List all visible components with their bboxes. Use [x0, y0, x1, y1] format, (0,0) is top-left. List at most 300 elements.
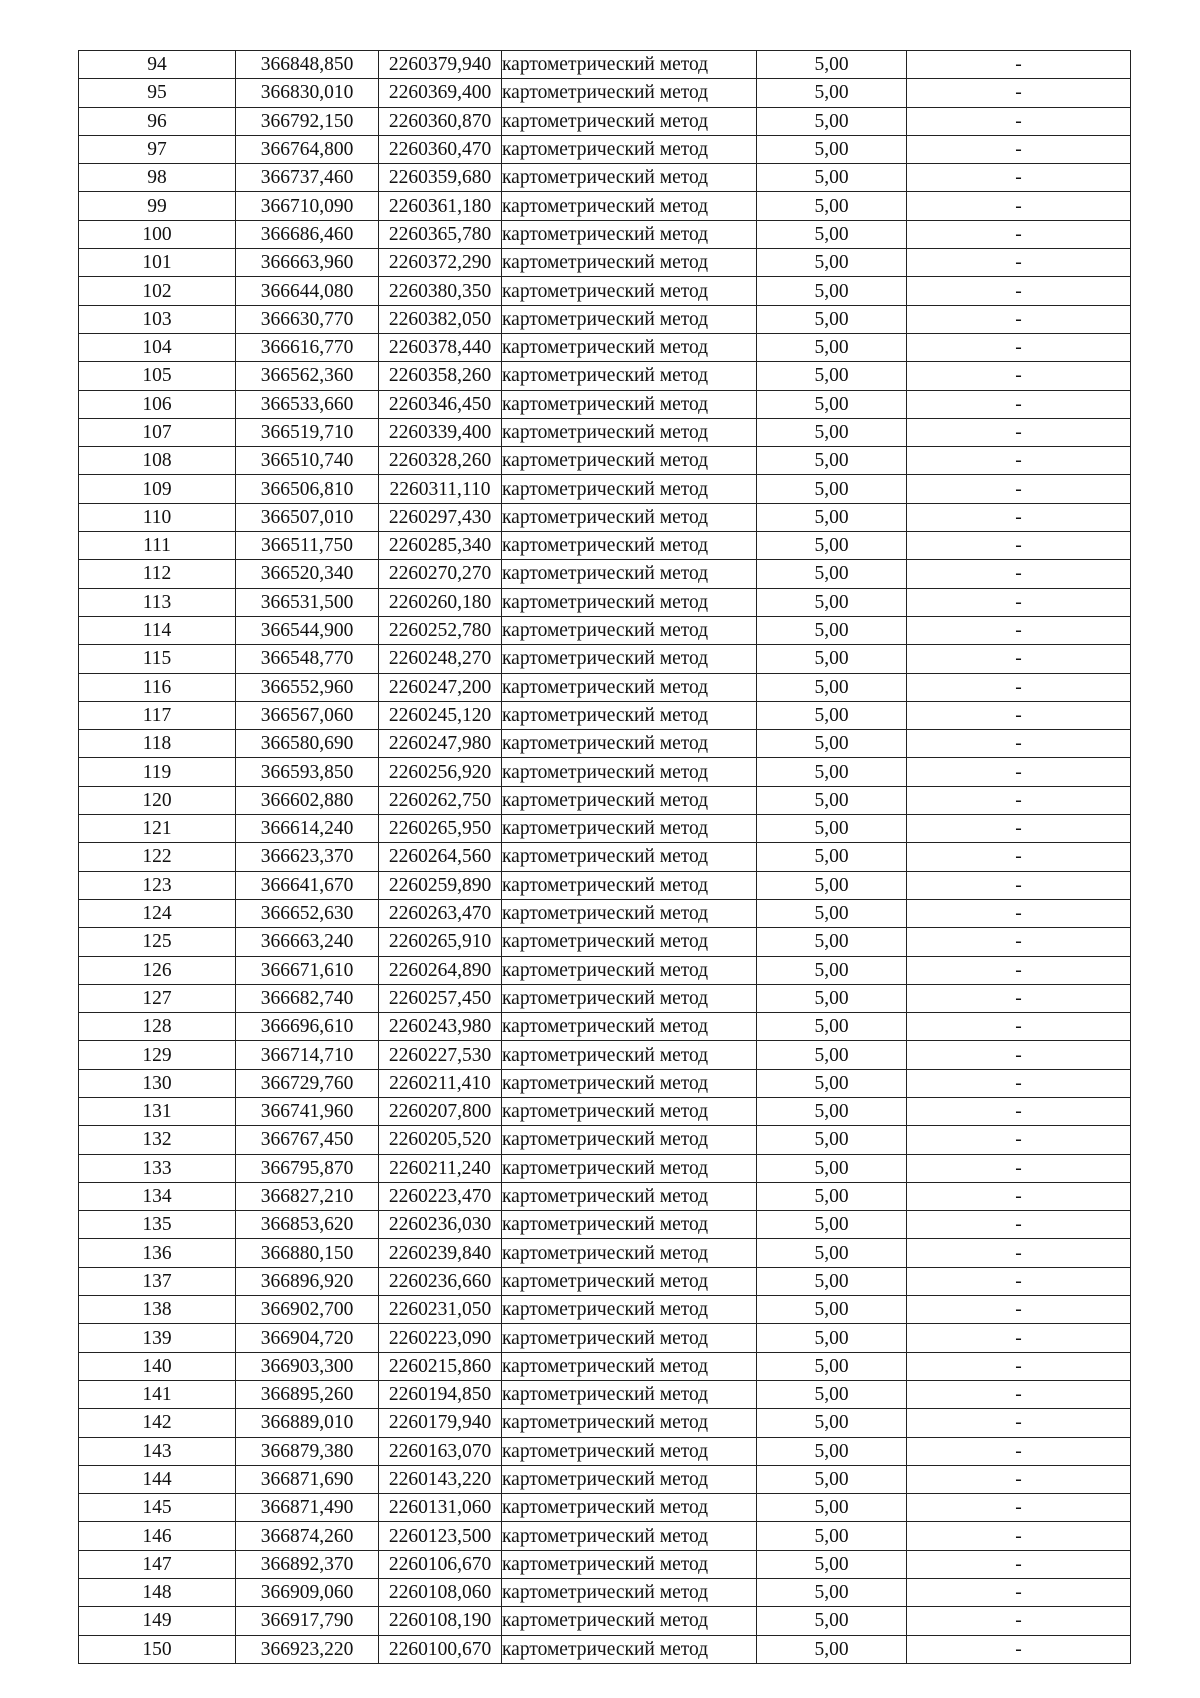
x-coordinate-cell: 366903,300 [236, 1352, 379, 1380]
note-cell: - [907, 1097, 1131, 1125]
note-cell: - [907, 305, 1131, 333]
y-coordinate-cell: 2260223,090 [379, 1324, 502, 1352]
x-coordinate-cell: 366562,360 [236, 362, 379, 390]
table-row [79, 1550, 1131, 1578]
point-number-cell: 128 [79, 1013, 236, 1041]
table-row [79, 1239, 1131, 1267]
x-coordinate-cell: 366544,900 [236, 616, 379, 644]
accuracy-cell: 5,00 [757, 1324, 907, 1352]
note-cell: - [907, 362, 1131, 390]
accuracy-cell: 5,00 [757, 305, 907, 333]
y-coordinate-cell: 2260108,060 [379, 1579, 502, 1607]
method-cell: картометрический метод [502, 1324, 757, 1352]
table-row [79, 1465, 1131, 1493]
point-number-cell: 111 [79, 532, 236, 560]
table-row [79, 871, 1131, 899]
accuracy-cell: 5,00 [757, 418, 907, 446]
x-coordinate-cell: 366548,770 [236, 645, 379, 673]
x-coordinate-cell: 366580,690 [236, 730, 379, 758]
accuracy-cell: 5,00 [757, 588, 907, 616]
x-coordinate-cell: 366682,740 [236, 984, 379, 1012]
x-coordinate-cell: 366552,960 [236, 673, 379, 701]
table-row [79, 730, 1131, 758]
accuracy-cell: 5,00 [757, 277, 907, 305]
table-row [79, 1522, 1131, 1550]
note-cell: - [907, 277, 1131, 305]
point-number-cell: 96 [79, 107, 236, 135]
note-cell: - [907, 1069, 1131, 1097]
x-coordinate-cell: 366663,240 [236, 928, 379, 956]
x-coordinate-cell: 366593,850 [236, 758, 379, 786]
table-row [79, 560, 1131, 588]
method-cell: картометрический метод [502, 192, 757, 220]
table-row [79, 390, 1131, 418]
x-coordinate-cell: 366506,810 [236, 475, 379, 503]
note-cell: - [907, 1154, 1131, 1182]
y-coordinate-cell: 2260123,500 [379, 1522, 502, 1550]
point-number-cell: 125 [79, 928, 236, 956]
y-coordinate-cell: 2260247,200 [379, 673, 502, 701]
point-number-cell: 118 [79, 730, 236, 758]
table-row [79, 758, 1131, 786]
method-cell: картометрический метод [502, 1437, 757, 1465]
table-row [79, 899, 1131, 927]
x-coordinate-cell: 366630,770 [236, 305, 379, 333]
x-coordinate-cell: 366616,770 [236, 333, 379, 361]
note-cell: - [907, 899, 1131, 927]
point-number-cell: 103 [79, 305, 236, 333]
accuracy-cell: 5,00 [757, 249, 907, 277]
point-number-cell: 130 [79, 1069, 236, 1097]
table-row [79, 79, 1131, 107]
note-cell: - [907, 1041, 1131, 1069]
method-cell: картометрический метод [502, 984, 757, 1012]
accuracy-cell: 5,00 [757, 1352, 907, 1380]
accuracy-cell: 5,00 [757, 447, 907, 475]
point-number-cell: 126 [79, 956, 236, 984]
table-row [79, 616, 1131, 644]
x-coordinate-cell: 366729,760 [236, 1069, 379, 1097]
table-row [79, 815, 1131, 843]
x-coordinate-cell: 366895,260 [236, 1380, 379, 1408]
x-coordinate-cell: 366892,370 [236, 1550, 379, 1578]
accuracy-cell: 5,00 [757, 333, 907, 361]
point-number-cell: 139 [79, 1324, 236, 1352]
table-row [79, 701, 1131, 729]
note-cell: - [907, 871, 1131, 899]
method-cell: картометрический метод [502, 164, 757, 192]
point-number-cell: 108 [79, 447, 236, 475]
note-cell: - [907, 928, 1131, 956]
x-coordinate-cell: 366874,260 [236, 1522, 379, 1550]
method-cell: картометрический метод [502, 532, 757, 560]
note-cell: - [907, 220, 1131, 248]
y-coordinate-cell: 2260256,920 [379, 758, 502, 786]
coordinates-table [78, 50, 1131, 1664]
x-coordinate-cell: 366531,500 [236, 588, 379, 616]
table-row [79, 532, 1131, 560]
table-row [79, 1296, 1131, 1324]
y-coordinate-cell: 2260108,190 [379, 1607, 502, 1635]
point-number-cell: 124 [79, 899, 236, 927]
method-cell: картометрический метод [502, 390, 757, 418]
note-cell: - [907, 588, 1131, 616]
table-row [79, 192, 1131, 220]
note-cell: - [907, 418, 1131, 446]
x-coordinate-cell: 366510,740 [236, 447, 379, 475]
table-row [79, 1097, 1131, 1125]
x-coordinate-cell: 366889,010 [236, 1409, 379, 1437]
y-coordinate-cell: 2260223,470 [379, 1182, 502, 1210]
table-row [79, 51, 1131, 79]
point-number-cell: 97 [79, 135, 236, 163]
x-coordinate-cell: 366511,750 [236, 532, 379, 560]
point-number-cell: 122 [79, 843, 236, 871]
y-coordinate-cell: 2260207,800 [379, 1097, 502, 1125]
x-coordinate-cell: 366507,010 [236, 503, 379, 531]
y-coordinate-cell: 2260359,680 [379, 164, 502, 192]
note-cell: - [907, 843, 1131, 871]
point-number-cell: 102 [79, 277, 236, 305]
point-number-cell: 113 [79, 588, 236, 616]
method-cell: картометрический метод [502, 956, 757, 984]
note-cell: - [907, 673, 1131, 701]
y-coordinate-cell: 2260194,850 [379, 1380, 502, 1408]
method-cell: картометрический метод [502, 1409, 757, 1437]
method-cell: картометрический метод [502, 588, 757, 616]
note-cell: - [907, 758, 1131, 786]
table-row [79, 220, 1131, 248]
method-cell: картометрический метод [502, 277, 757, 305]
note-cell: - [907, 135, 1131, 163]
y-coordinate-cell: 2260262,750 [379, 786, 502, 814]
point-number-cell: 135 [79, 1211, 236, 1239]
method-cell: картометрический метод [502, 1154, 757, 1182]
method-cell: картометрический метод [502, 503, 757, 531]
x-coordinate-cell: 366519,710 [236, 418, 379, 446]
table-row [79, 1154, 1131, 1182]
accuracy-cell: 5,00 [757, 616, 907, 644]
accuracy-cell: 5,00 [757, 1267, 907, 1295]
table-row [79, 1380, 1131, 1408]
note-cell: - [907, 730, 1131, 758]
x-coordinate-cell: 366686,460 [236, 220, 379, 248]
accuracy-cell: 5,00 [757, 532, 907, 560]
x-coordinate-cell: 366871,490 [236, 1494, 379, 1522]
note-cell: - [907, 1465, 1131, 1493]
x-coordinate-cell: 366871,690 [236, 1465, 379, 1493]
y-coordinate-cell: 2260260,180 [379, 588, 502, 616]
method-cell: картометрический метод [502, 1635, 757, 1663]
table-row [79, 362, 1131, 390]
table-row [79, 1126, 1131, 1154]
y-coordinate-cell: 2260270,270 [379, 560, 502, 588]
y-coordinate-cell: 2260285,340 [379, 532, 502, 560]
point-number-cell: 150 [79, 1635, 236, 1663]
method-cell: картометрический метод [502, 1522, 757, 1550]
note-cell: - [907, 475, 1131, 503]
method-cell: картометрический метод [502, 645, 757, 673]
method-cell: картометрический метод [502, 305, 757, 333]
table-row [79, 333, 1131, 361]
method-cell: картометрический метод [502, 418, 757, 446]
point-number-cell: 101 [79, 249, 236, 277]
table-row [79, 786, 1131, 814]
accuracy-cell: 5,00 [757, 1069, 907, 1097]
note-cell: - [907, 1579, 1131, 1607]
note-cell: - [907, 984, 1131, 1012]
point-number-cell: 98 [79, 164, 236, 192]
note-cell: - [907, 815, 1131, 843]
x-coordinate-cell: 366567,060 [236, 701, 379, 729]
point-number-cell: 140 [79, 1352, 236, 1380]
y-coordinate-cell: 2260328,260 [379, 447, 502, 475]
y-coordinate-cell: 2260236,660 [379, 1267, 502, 1295]
note-cell: - [907, 164, 1131, 192]
point-number-cell: 95 [79, 79, 236, 107]
method-cell: картометрический метод [502, 1465, 757, 1493]
method-cell: картометрический метод [502, 107, 757, 135]
x-coordinate-cell: 366520,340 [236, 560, 379, 588]
method-cell: картометрический метод [502, 1239, 757, 1267]
note-cell: - [907, 79, 1131, 107]
x-coordinate-cell: 366830,010 [236, 79, 379, 107]
table-row [79, 1182, 1131, 1210]
y-coordinate-cell: 2260243,980 [379, 1013, 502, 1041]
x-coordinate-cell: 366917,790 [236, 1607, 379, 1635]
accuracy-cell: 5,00 [757, 956, 907, 984]
method-cell: картометрический метод [502, 758, 757, 786]
note-cell: - [907, 1635, 1131, 1663]
point-number-cell: 142 [79, 1409, 236, 1437]
y-coordinate-cell: 2260211,240 [379, 1154, 502, 1182]
point-number-cell: 121 [79, 815, 236, 843]
y-coordinate-cell: 2260361,180 [379, 192, 502, 220]
method-cell: картометрический метод [502, 1296, 757, 1324]
x-coordinate-cell: 366663,960 [236, 249, 379, 277]
method-cell: картометрический метод [502, 815, 757, 843]
note-cell: - [907, 1522, 1131, 1550]
point-number-cell: 99 [79, 192, 236, 220]
point-number-cell: 120 [79, 786, 236, 814]
point-number-cell: 127 [79, 984, 236, 1012]
method-cell: картометрический метод [502, 1126, 757, 1154]
x-coordinate-cell: 366764,800 [236, 135, 379, 163]
note-cell: - [907, 1380, 1131, 1408]
note-cell: - [907, 1267, 1131, 1295]
method-cell: картометрический метод [502, 1579, 757, 1607]
y-coordinate-cell: 2260378,440 [379, 333, 502, 361]
point-number-cell: 141 [79, 1380, 236, 1408]
y-coordinate-cell: 2260311,110 [379, 475, 502, 503]
y-coordinate-cell: 2260264,890 [379, 956, 502, 984]
y-coordinate-cell: 2260265,950 [379, 815, 502, 843]
accuracy-cell: 5,00 [757, 1239, 907, 1267]
table-row [79, 645, 1131, 673]
method-cell: картометрический метод [502, 616, 757, 644]
table-row [79, 673, 1131, 701]
table-row [79, 1635, 1131, 1663]
y-coordinate-cell: 2260263,470 [379, 899, 502, 927]
table-row [79, 475, 1131, 503]
table-row [79, 447, 1131, 475]
x-coordinate-cell: 366848,850 [236, 51, 379, 79]
y-coordinate-cell: 2260257,450 [379, 984, 502, 1012]
x-coordinate-cell: 366741,960 [236, 1097, 379, 1125]
accuracy-cell: 5,00 [757, 51, 907, 79]
accuracy-cell: 5,00 [757, 79, 907, 107]
accuracy-cell: 5,00 [757, 758, 907, 786]
method-cell: картометрический метод [502, 220, 757, 248]
accuracy-cell: 5,00 [757, 362, 907, 390]
point-number-cell: 143 [79, 1437, 236, 1465]
accuracy-cell: 5,00 [757, 645, 907, 673]
accuracy-cell: 5,00 [757, 1409, 907, 1437]
y-coordinate-cell: 2260252,780 [379, 616, 502, 644]
accuracy-cell: 5,00 [757, 1607, 907, 1635]
x-coordinate-cell: 366880,150 [236, 1239, 379, 1267]
y-coordinate-cell: 2260215,860 [379, 1352, 502, 1380]
accuracy-cell: 5,00 [757, 1550, 907, 1578]
accuracy-cell: 5,00 [757, 220, 907, 248]
note-cell: - [907, 1607, 1131, 1635]
y-coordinate-cell: 2260346,450 [379, 390, 502, 418]
method-cell: картометрический метод [502, 701, 757, 729]
method-cell: картометрический метод [502, 475, 757, 503]
accuracy-cell: 5,00 [757, 1211, 907, 1239]
note-cell: - [907, 1550, 1131, 1578]
note-cell: - [907, 192, 1131, 220]
method-cell: картометрический метод [502, 1013, 757, 1041]
table-row [79, 277, 1131, 305]
y-coordinate-cell: 2260382,050 [379, 305, 502, 333]
accuracy-cell: 5,00 [757, 673, 907, 701]
point-number-cell: 106 [79, 390, 236, 418]
method-cell: картометрический метод [502, 871, 757, 899]
accuracy-cell: 5,00 [757, 984, 907, 1012]
accuracy-cell: 5,00 [757, 503, 907, 531]
accuracy-cell: 5,00 [757, 390, 907, 418]
note-cell: - [907, 390, 1131, 418]
note-cell: - [907, 532, 1131, 560]
table-row [79, 1041, 1131, 1069]
accuracy-cell: 5,00 [757, 701, 907, 729]
x-coordinate-cell: 366792,150 [236, 107, 379, 135]
note-cell: - [907, 503, 1131, 531]
note-cell: - [907, 956, 1131, 984]
accuracy-cell: 5,00 [757, 135, 907, 163]
table-row [79, 1352, 1131, 1380]
point-number-cell: 104 [79, 333, 236, 361]
point-number-cell: 134 [79, 1182, 236, 1210]
table-row [79, 164, 1131, 192]
method-cell: картометрический метод [502, 730, 757, 758]
accuracy-cell: 5,00 [757, 1522, 907, 1550]
y-coordinate-cell: 2260259,890 [379, 871, 502, 899]
note-cell: - [907, 1296, 1131, 1324]
coordinates-table-body [79, 51, 1131, 1664]
point-number-cell: 149 [79, 1607, 236, 1635]
accuracy-cell: 5,00 [757, 1465, 907, 1493]
accuracy-cell: 5,00 [757, 1041, 907, 1069]
table-row [79, 843, 1131, 871]
point-number-cell: 144 [79, 1465, 236, 1493]
y-coordinate-cell: 2260131,060 [379, 1494, 502, 1522]
method-cell: картометрический метод [502, 447, 757, 475]
accuracy-cell: 5,00 [757, 1437, 907, 1465]
y-coordinate-cell: 2260372,290 [379, 249, 502, 277]
x-coordinate-cell: 366602,880 [236, 786, 379, 814]
note-cell: - [907, 786, 1131, 814]
method-cell: картометрический метод [502, 843, 757, 871]
y-coordinate-cell: 2260369,400 [379, 79, 502, 107]
point-number-cell: 147 [79, 1550, 236, 1578]
note-cell: - [907, 616, 1131, 644]
method-cell: картометрический метод [502, 1097, 757, 1125]
table-row [79, 418, 1131, 446]
accuracy-cell: 5,00 [757, 1380, 907, 1408]
method-cell: картометрический метод [502, 1494, 757, 1522]
point-number-cell: 110 [79, 503, 236, 531]
point-number-cell: 138 [79, 1296, 236, 1324]
x-coordinate-cell: 366879,380 [236, 1437, 379, 1465]
method-cell: картометрический метод [502, 79, 757, 107]
method-cell: картометрический метод [502, 362, 757, 390]
note-cell: - [907, 447, 1131, 475]
y-coordinate-cell: 2260227,530 [379, 1041, 502, 1069]
table-row [79, 1267, 1131, 1295]
point-number-cell: 94 [79, 51, 236, 79]
method-cell: картометрический метод [502, 1211, 757, 1239]
accuracy-cell: 5,00 [757, 1579, 907, 1607]
accuracy-cell: 5,00 [757, 475, 907, 503]
accuracy-cell: 5,00 [757, 192, 907, 220]
note-cell: - [907, 1352, 1131, 1380]
accuracy-cell: 5,00 [757, 899, 907, 927]
y-coordinate-cell: 2260265,910 [379, 928, 502, 956]
note-cell: - [907, 333, 1131, 361]
accuracy-cell: 5,00 [757, 164, 907, 192]
accuracy-cell: 5,00 [757, 107, 907, 135]
note-cell: - [907, 51, 1131, 79]
y-coordinate-cell: 2260106,670 [379, 1550, 502, 1578]
x-coordinate-cell: 366671,610 [236, 956, 379, 984]
method-cell: картометрический метод [502, 51, 757, 79]
y-coordinate-cell: 2260358,260 [379, 362, 502, 390]
point-number-cell: 129 [79, 1041, 236, 1069]
y-coordinate-cell: 2260360,470 [379, 135, 502, 163]
table-row [79, 984, 1131, 1012]
point-number-cell: 119 [79, 758, 236, 786]
accuracy-cell: 5,00 [757, 1296, 907, 1324]
point-number-cell: 132 [79, 1126, 236, 1154]
method-cell: картометрический метод [502, 673, 757, 701]
accuracy-cell: 5,00 [757, 786, 907, 814]
x-coordinate-cell: 366641,670 [236, 871, 379, 899]
y-coordinate-cell: 2260236,030 [379, 1211, 502, 1239]
y-coordinate-cell: 2260245,120 [379, 701, 502, 729]
x-coordinate-cell: 366710,090 [236, 192, 379, 220]
note-cell: - [907, 701, 1131, 729]
note-cell: - [907, 645, 1131, 673]
y-coordinate-cell: 2260360,870 [379, 107, 502, 135]
note-cell: - [907, 249, 1131, 277]
table-row [79, 1607, 1131, 1635]
accuracy-cell: 5,00 [757, 1182, 907, 1210]
point-number-cell: 117 [79, 701, 236, 729]
table-row [79, 928, 1131, 956]
note-cell: - [907, 1211, 1131, 1239]
